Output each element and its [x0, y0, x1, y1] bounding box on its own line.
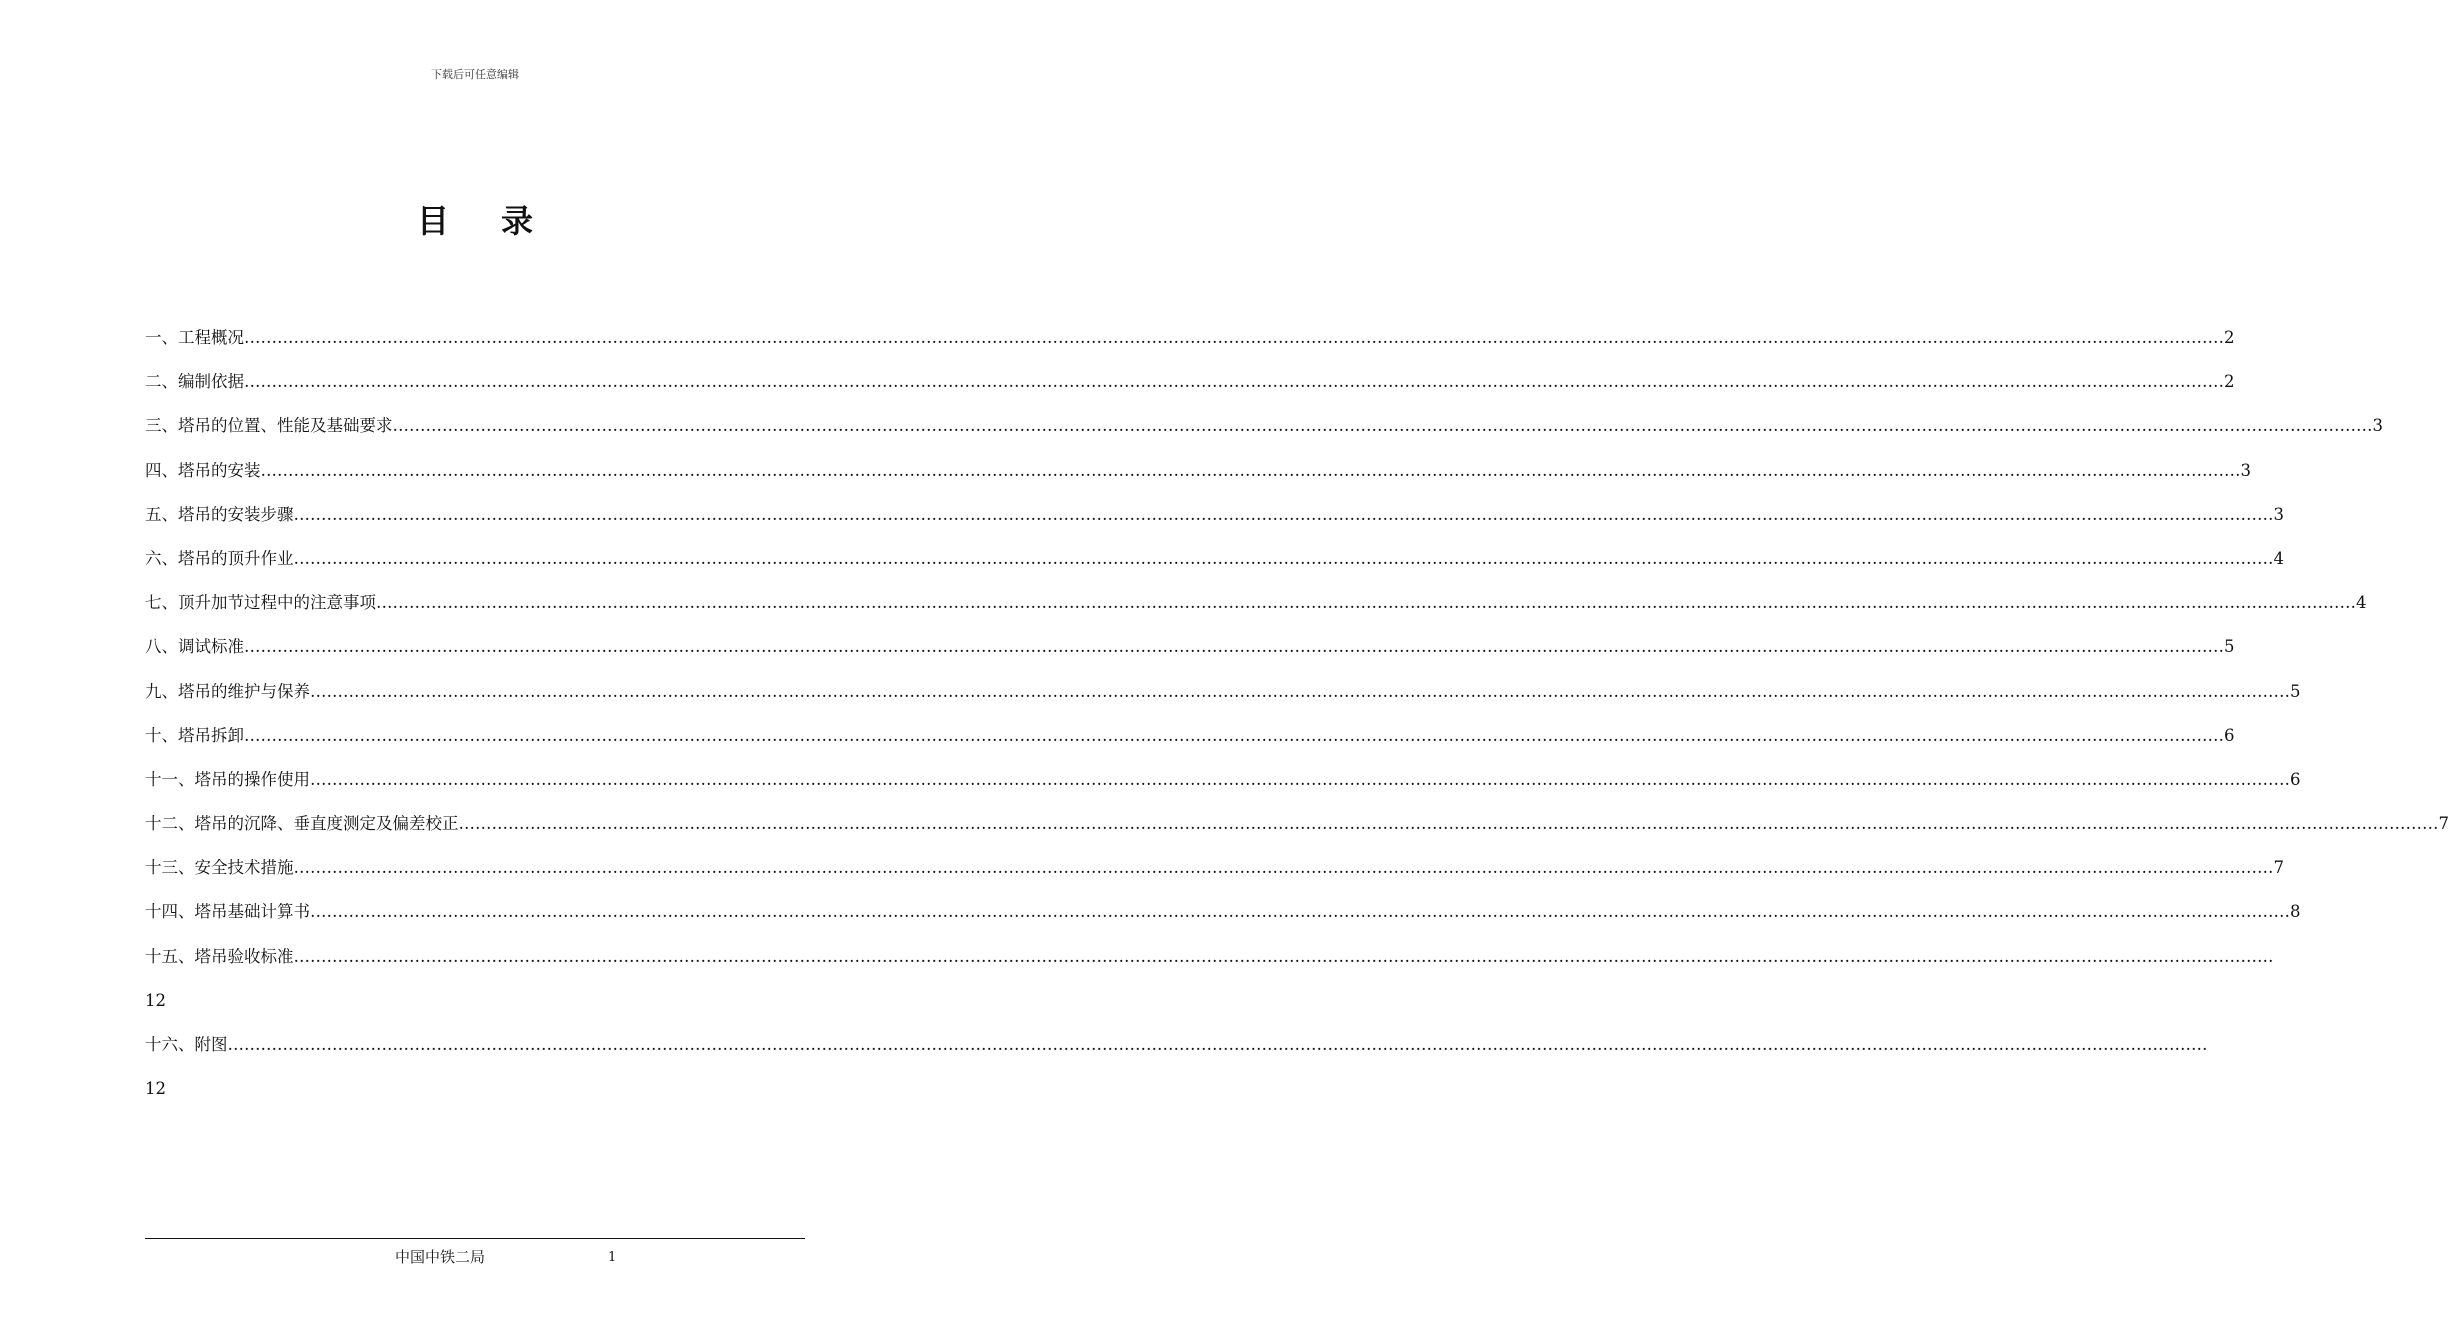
toc-entry-label: 八、调试标准: [145, 637, 244, 657]
footer-divider: [145, 1238, 805, 1239]
toc-entry[interactable]: [145, 322, 2235, 366]
toc-entry[interactable]: [145, 896, 2301, 940]
toc-entry[interactable]: [145, 543, 2284, 587]
toc-entry-page: 2: [2224, 328, 2235, 347]
toc-entry-page: 8: [2290, 902, 2301, 922]
toc-entry[interactable]: [145, 455, 2251, 499]
toc-entry[interactable]: [145, 631, 2235, 675]
toc-dot-leader: ………………………………………………………………………………………………………………………………………………………………………………………………………………………………………………………………………………………………………………………………: [260, 460, 2241, 480]
toc-entry[interactable]: [145, 499, 2284, 543]
header-note: 下载后可任意编辑: [431, 68, 519, 81]
toc-dot-leader: ………………………………………………………………………………………………………………………………………………………………………………………………………………………………………………………………………………………………………………………………: [310, 681, 2290, 701]
toc-entry-page: 3: [2240, 460, 2251, 480]
toc-entry-label: 七、顶升加节过程中的注意事项: [145, 593, 376, 613]
toc-dot-leader: ………………………………………………………………………………………………………………………………………………………………………………………………………………………………………………………………………………………………………………………………: [293, 504, 2274, 524]
toc-entry[interactable]: [145, 1029, 2208, 1073]
toc-entry[interactable]: [145, 720, 2235, 764]
toc-dot-leader: ………………………………………………………………………………………………………………………………………………………………………………………………………………………………………………………………………………………………………………………………: [244, 637, 2224, 657]
toc-entry-label: 六、塔吊的顶升作业: [145, 548, 294, 568]
toc-entry-label: 十、塔吊拆卸: [145, 725, 244, 745]
toc-dot-leader: ………………………………………………………………………………………………………………………………………………………………………………………………………………………………………………………………………………………………………………………………: [310, 902, 2290, 922]
toc-entry-page: 5: [2290, 681, 2301, 701]
toc-dot-leader: ………………………………………………………………………………………………………………………………………………………………………………………………………………………………………………………………………………………………………………………………: [310, 769, 2290, 789]
toc-entry-label: 十二、塔吊的沉降、垂直度测定及偏差校正: [145, 814, 459, 834]
toc-entry-page: 12: [145, 1079, 166, 1099]
toc-entry[interactable]: [145, 941, 2274, 985]
toc-dot-leader: ………………………………………………………………………………………………………………………………………………………………………………………………………………………………………………………………………………………………………………………………: [244, 372, 2224, 392]
toc-entry[interactable]: [145, 410, 2383, 454]
toc-entry-label: 九、塔吊的维护与保养: [145, 681, 310, 701]
toc-entry[interactable]: [145, 366, 2235, 410]
toc-entry[interactable]: [145, 676, 2301, 720]
toc-entry-page: 6: [2224, 725, 2235, 745]
footer-organization: 中国中铁二局: [395, 1248, 486, 1266]
toc-entry-label: 二、编制依据: [145, 372, 244, 392]
toc-entry[interactable]: [145, 587, 2367, 631]
toc-dot-leader: ………………………………………………………………………………………………………………………………………………………………………………………………………………………………………………………………………………………………………………………………: [293, 858, 2274, 878]
toc-entry-label: 四、塔吊的安装: [145, 460, 261, 480]
toc-entry-label: 一、工程概况: [145, 328, 244, 347]
toc-entry[interactable]: [145, 852, 2284, 896]
toc-dot-leader: ………………………………………………………………………………………………………………………………………………………………………………………………………………………………………………………………………………………………………………………………: [227, 1035, 2208, 1054]
toc-title: 目录: [416, 202, 585, 240]
toc-entry-page: 5: [2224, 637, 2235, 657]
toc-dot-leader: ………………………………………………………………………………………………………………………………………………………………………………………………………………………………………………………………………………………………………………………………: [392, 416, 2373, 436]
toc-entry-page: 2: [2224, 372, 2235, 392]
toc-dot-leader: ………………………………………………………………………………………………………………………………………………………………………………………………………………………………………………………………………………………………………………………………: [244, 725, 2224, 745]
toc-entry-page: 3: [2273, 504, 2284, 524]
toc-entry[interactable]: [145, 808, 2449, 852]
toc-entry-page: 4: [2356, 593, 2367, 613]
toc-entry-page: 7: [2438, 814, 2449, 834]
toc-dot-leader: ………………………………………………………………………………………………………………………………………………………………………………………………………………………………………………………………………………………………………………………………: [293, 946, 2274, 966]
toc-entry-label: 十六、附图: [145, 1035, 228, 1054]
toc-entry-page: 6: [2290, 769, 2301, 789]
toc-entry-label: 十一、塔吊的操作使用: [145, 769, 310, 789]
toc-entry-page: 3: [2372, 416, 2383, 436]
toc-entry-label: 三、塔吊的位置、性能及基础要求: [145, 416, 393, 436]
toc-dot-leader: ………………………………………………………………………………………………………………………………………………………………………………………………………………………………………………………………………………………………………………………………: [376, 593, 2356, 613]
table-of-contents: [145, 322, 2449, 1117]
toc-entry-page: 12: [145, 990, 166, 1010]
toc-entry-label: 五、塔吊的安装步骤: [145, 504, 294, 524]
toc-entry-label: 十五、塔吊验收标准: [145, 946, 294, 966]
toc-entry-page: 7: [2273, 858, 2284, 878]
toc-dot-leader: ………………………………………………………………………………………………………………………………………………………………………………………………………………………………………………………………………………………………………………………………: [244, 328, 2224, 347]
toc-entry[interactable]: [145, 764, 2301, 808]
toc-dot-leader: ………………………………………………………………………………………………………………………………………………………………………………………………………………………………………………………………………………………………………………………………: [458, 814, 2439, 834]
toc-entry-label: 十三、安全技术措施: [145, 858, 294, 878]
footer-page-number: 1: [608, 1250, 617, 1265]
toc-entry-page: 4: [2273, 548, 2284, 568]
toc-entry-label: 十四、塔吊基础计算书: [145, 902, 310, 922]
toc-dot-leader: ………………………………………………………………………………………………………………………………………………………………………………………………………………………………………………………………………………………………………………………………: [293, 548, 2274, 568]
